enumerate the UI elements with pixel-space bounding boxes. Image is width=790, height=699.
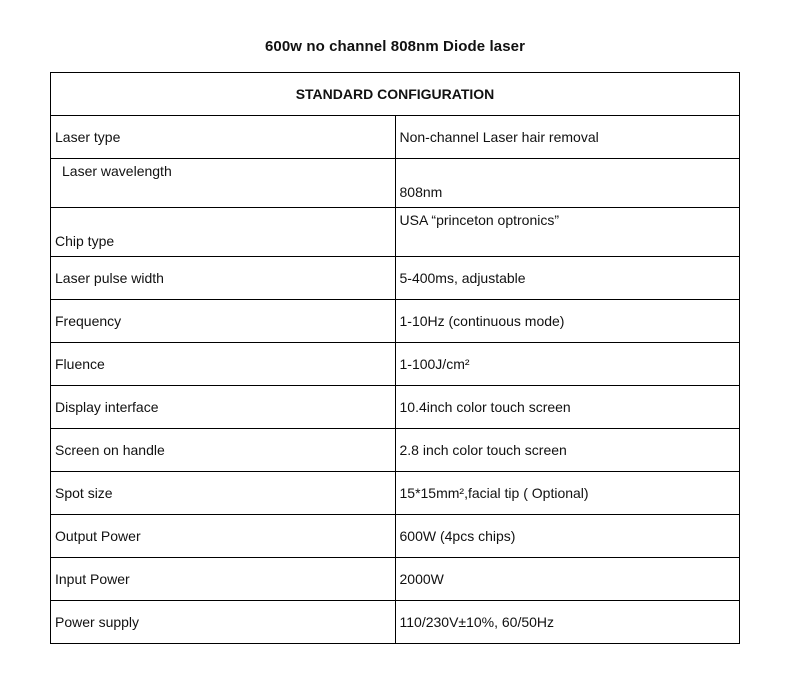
- table-row: [51, 429, 740, 472]
- table-row: [51, 558, 740, 601]
- spec-label-power-supply: Power supply: [51, 601, 396, 644]
- spec-label-pulse-width: Laser pulse width: [51, 257, 396, 300]
- table-row: [51, 208, 740, 257]
- document-title: 600w no channel 808nm Diode laser: [264, 38, 526, 55]
- table-row: [51, 386, 740, 429]
- spec-value-output-power: 600W (4pcs chips): [395, 515, 740, 558]
- spec-label-screen-on-handle: Screen on handle: [51, 429, 396, 472]
- spec-value-spot-size: 15*15mm²,facial tip ( Optional): [395, 472, 740, 515]
- table-row: [51, 159, 740, 208]
- spec-value-display-interface: 10.4inch color touch screen: [395, 386, 740, 429]
- spec-table: [50, 72, 740, 644]
- table-row: [51, 257, 740, 300]
- table-row: [51, 515, 740, 558]
- spec-label-chip-type: Chip type: [51, 208, 396, 257]
- table-row: [51, 472, 740, 515]
- table-row: [51, 601, 740, 644]
- table-row: [51, 300, 740, 343]
- spec-label-laser-wavelength: Laser wavelength: [51, 159, 396, 208]
- spec-label-input-power: Input Power: [51, 558, 396, 601]
- spec-value-fluence: 1-100J/cm²: [395, 343, 740, 386]
- table-row: [51, 116, 740, 159]
- spec-label-frequency: Frequency: [51, 300, 396, 343]
- spec-value-pulse-width: 5-400ms, adjustable: [395, 257, 740, 300]
- spec-value-chip-type: USA “princeton optronics”: [395, 208, 740, 257]
- table-row: [51, 343, 740, 386]
- spec-label-output-power: Output Power: [51, 515, 396, 558]
- table-header: STANDARD CONFIGURATION: [51, 73, 740, 116]
- spec-value-screen-on-handle: 2.8 inch color touch screen: [395, 429, 740, 472]
- spec-label-spot-size: Spot size: [51, 472, 396, 515]
- spec-label-laser-type: Laser type: [51, 116, 396, 159]
- spec-value-frequency: 1-10Hz (continuous mode): [395, 300, 740, 343]
- spec-label-display-interface: Display interface: [51, 386, 396, 429]
- spec-value-input-power: 2000W: [395, 558, 740, 601]
- table-header-row: [51, 73, 740, 116]
- spec-value-power-supply: 110/230V±10%, 60/50Hz: [395, 601, 740, 644]
- spec-label-fluence: Fluence: [51, 343, 396, 386]
- spec-value-laser-type: Non-channel Laser hair removal: [395, 116, 740, 159]
- spec-value-laser-wavelength: 808nm: [395, 159, 740, 208]
